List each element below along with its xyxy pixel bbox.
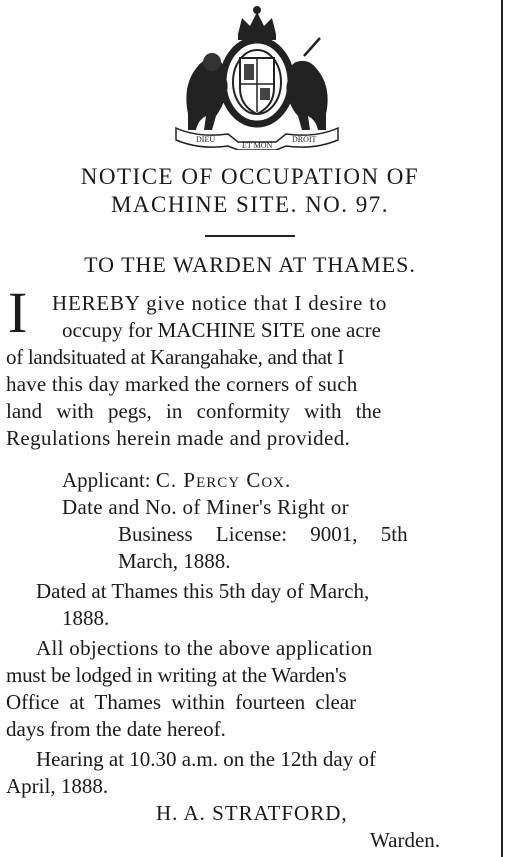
title-divider xyxy=(205,235,295,237)
signatory-title: Warden. xyxy=(370,828,441,852)
dated-line: 1888. xyxy=(62,606,110,630)
body-line: have this day marked the corners of such xyxy=(6,372,358,396)
drop-cap: I xyxy=(8,280,28,345)
body-line: land with pegs, in conformity with the xyxy=(6,399,382,423)
notice-title-line-1: NOTICE OF OCCUPATION OF xyxy=(80,164,420,189)
dated-line: Dated at Thames this 5th day of March, xyxy=(36,579,370,603)
applicant-name: C. Percy Cox. xyxy=(155,468,292,492)
notice-title-line-2: MACHINE SITE. NO. 97. xyxy=(110,192,390,217)
body-line: occupy for MACHINE SITE one acre xyxy=(62,318,381,342)
objections-line: must be lodged in writing at the Warden's xyxy=(6,663,347,687)
objections-line: days from the date hereof. xyxy=(6,717,226,741)
hearing-line: April, 1888. xyxy=(6,774,109,798)
royal-coat-of-arms-icon xyxy=(168,4,346,150)
miners-right-line: Business License: 9001, 5th xyxy=(118,522,408,546)
addressee-line: TO THE WARDEN AT THAMES. xyxy=(84,252,416,277)
objections-line: Office at Thames within fourteen clear xyxy=(6,690,357,714)
applicant-line xyxy=(62,467,291,493)
signatory-name: H. A. STRATFORD, xyxy=(156,801,348,825)
miners-right-line: March, 1888. xyxy=(118,549,231,573)
body-line: Regulations herein made and provided. xyxy=(6,426,351,450)
column-rule xyxy=(501,0,503,857)
objections-line: All objections to the above application xyxy=(36,636,373,660)
motto-text-right: DROIT xyxy=(292,135,317,144)
hearing-line: Hearing at 10.30 a.m. on the 12th day of xyxy=(36,747,376,771)
body-line: of landsituated at Karangahake, and that I xyxy=(6,345,344,369)
applicant-label: Applicant: xyxy=(62,468,151,492)
motto-text-middle: ET MON xyxy=(242,141,273,150)
motto-text-left: DIEU xyxy=(196,135,216,144)
body-line: HEREBY give notice that I desire to xyxy=(52,291,388,315)
miners-right-line: Date and No. of Miner's Right or xyxy=(62,495,349,519)
